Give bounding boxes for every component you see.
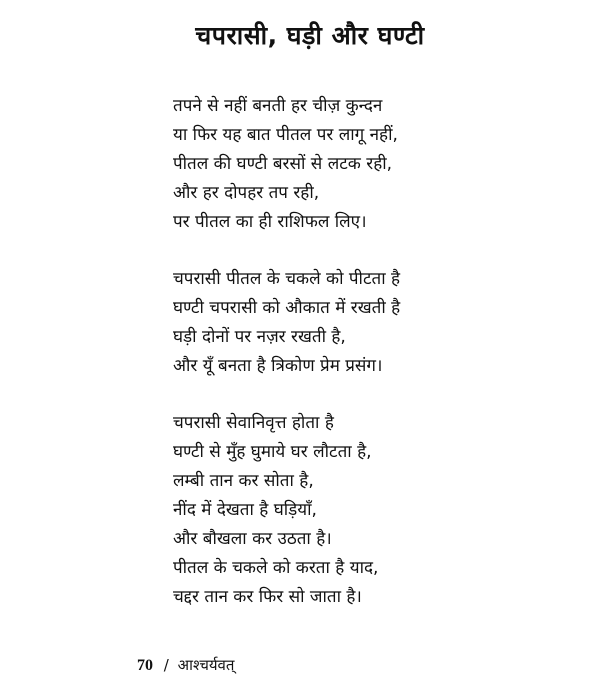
poem-title: चपरासी, घड़ी और घण्टी <box>195 21 425 50</box>
poem-line: और बौखला कर उठता है। <box>173 529 332 549</box>
stanza-3 <box>173 409 593 612</box>
poem-line: और यूँ बनता है त्रिकोण प्रेम प्रसंग। <box>173 356 383 376</box>
poem-line: पीतल के चकले को करता है याद, <box>173 558 379 578</box>
poem-line: तपने से नहीं बनती हर चीज़ कुन्दन <box>173 96 383 116</box>
poem-body <box>173 92 593 640</box>
stanza-2 <box>173 265 593 381</box>
poem-line: पर पीतल का ही राशिफल लिए। <box>173 212 367 232</box>
poem-line: चद्दर तान कर फिर सो जाता है। <box>173 587 362 607</box>
poem-line: लम्बी तान कर सोता है, <box>173 471 314 491</box>
poem-line: पीतल की घण्टी बरसों से लटक रही, <box>173 154 393 174</box>
poem-line: और हर दोपहर तप रही, <box>173 183 320 203</box>
stanza-1 <box>173 92 593 237</box>
poem-line: घड़ी दोनों पर नज़र रखती है, <box>173 327 346 347</box>
poem-line: चपरासी सेवानिवृत्त होता है <box>173 413 334 433</box>
book-title: आश्चर्यवत् <box>177 656 235 674</box>
poem-line: चपरासी पीतल के चकले को पीटता है <box>173 269 401 289</box>
page-footer <box>137 655 234 675</box>
poem-line: नींद में देखता है घड़ियाँ, <box>173 500 317 520</box>
poem-line: घण्टी से मुँह घुमाये घर लौटता है, <box>173 442 372 462</box>
poem-line: या फिर यह बात पीतल पर लागू नहीं, <box>173 125 398 145</box>
poem-line: घण्टी चपरासी को औकात में रखती है <box>173 298 401 318</box>
footer-separator: / <box>163 656 169 674</box>
page-number: 70 <box>137 657 153 674</box>
